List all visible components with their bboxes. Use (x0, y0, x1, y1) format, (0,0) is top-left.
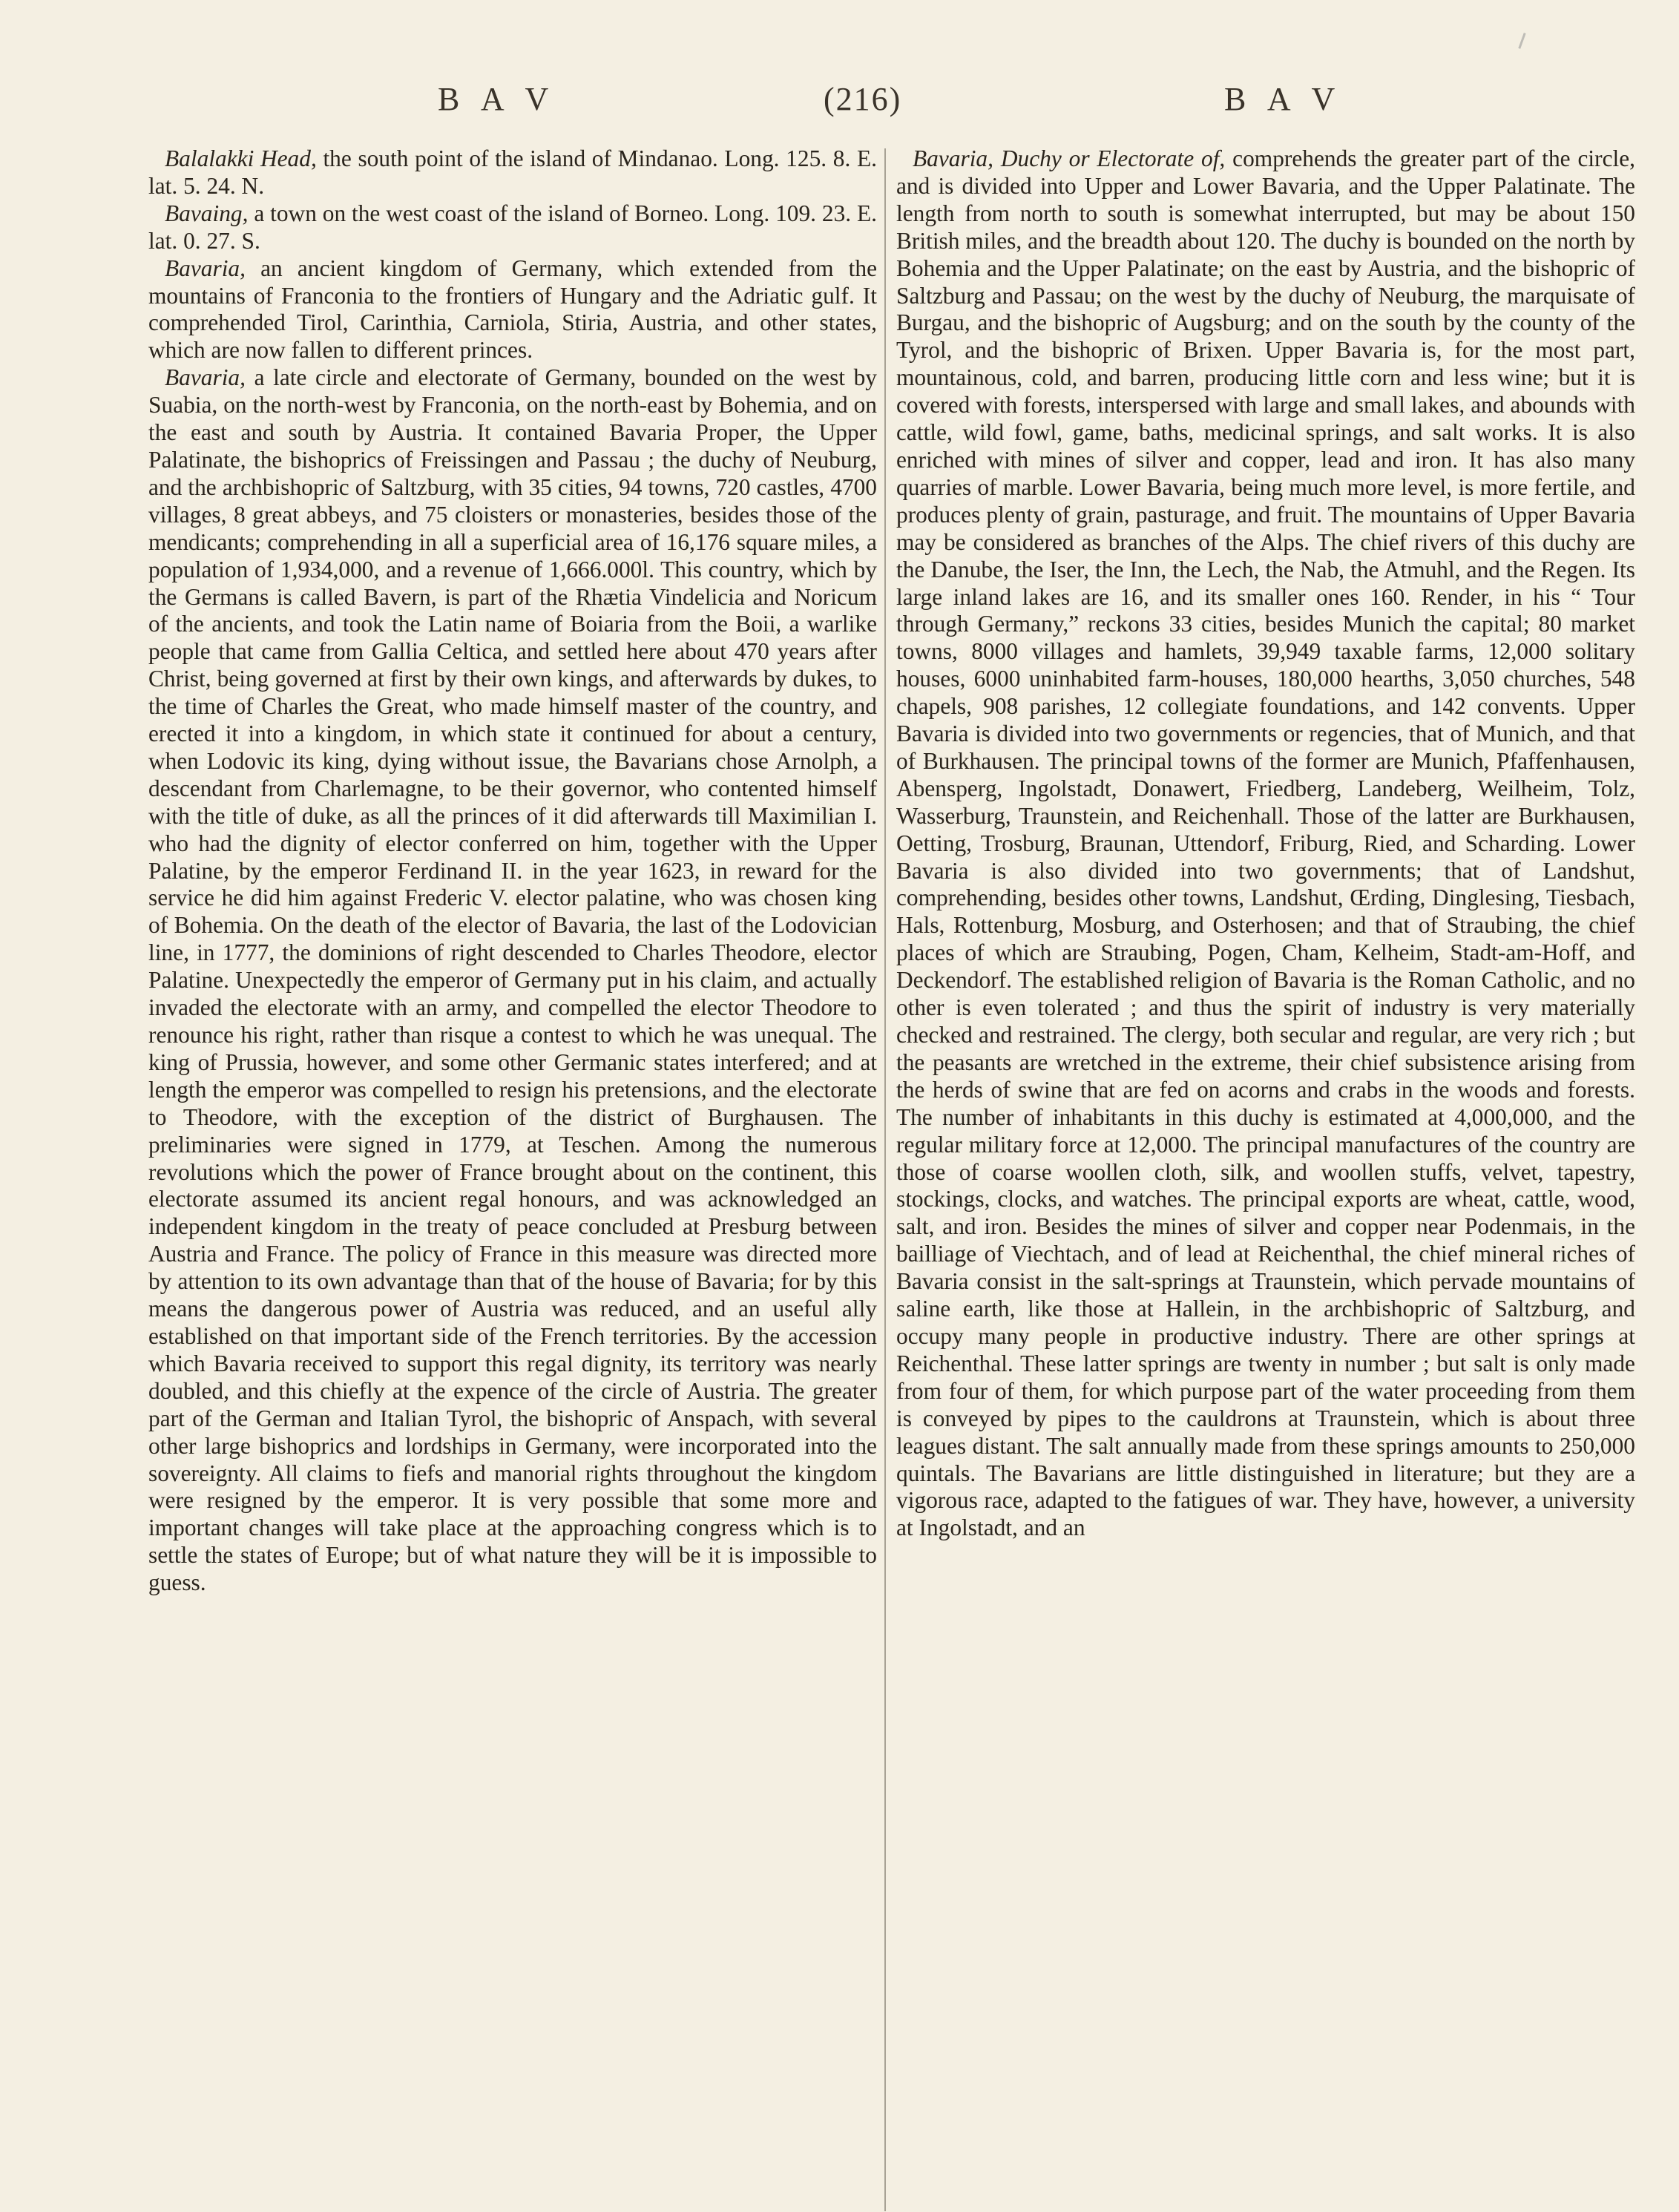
running-head-left: B A V (438, 81, 556, 117)
entry-head: Bavaria, Duchy or Electorate of, (913, 145, 1226, 171)
entry-bavaing (148, 200, 877, 255)
entry-head: Bavaing, (165, 200, 249, 226)
entry-balalakki (148, 145, 877, 200)
entry-bavaria-circle (148, 364, 877, 1597)
right-column (896, 145, 1635, 1542)
entry-text: an ancient kingdom of Germany, which extended from the mountains of Franconia to the frontiers of Hungary and the Adriatic gulf. It comprehended Tirol, Carinthia, Carniola, Stiria, Austria, and other states, which are now fallen to different princes. (148, 255, 877, 364)
running-head-right: B A V (1224, 81, 1343, 117)
column-divider (884, 148, 886, 2211)
entry-head: Balalakki Head, (165, 145, 317, 171)
entry-bavaria-duchy (896, 145, 1635, 1542)
entry-bavaria-kingdom (148, 255, 877, 365)
entry-head: Bavaria, (165, 364, 246, 391)
entry-text: a late circle and electorate of Germany, bounded on the west by Suabia, on the north-west by Franconia, on the north-east by Bohemia, and on the east and south by Austria. It contained Bavaria Proper, the Upper Palatinate, the bishoprics of Freissingen and Passau ; the duchy of Neuburg, and the archbishopric of Saltzburg, with 35 cities, 94 towns, 720 castles, 4700 villages, 8 great abbeys, and 75 cloisters or monasteries, besides those of the mendicants; comprehending in all a superficial area of 16,176 square miles, a population of 1,934,000, and a revenue of 1,666.000l. This country, which by the Germans is called Bavern, is part of the Rhætia Vindelicia and Noricum of the ancients, and took the Latin name of Boiaria from the Boii, a warlike people that came from Gallia Celtica, and settled here about 470 years after Christ, being governed at first by their own kings, and afterwards by dukes, to the time of Charles the Great, who made himself master of the country, and erected it into a kingdom, in which state it continued for about a century, when Lodovic its king, dying without issue, the Bavarians chose Arnolph, a descendant from Charlemagne, to be their governor, who contented himself with the title of duke, as all the princes of it did afterwards till Maximilian I. who had the dignity of elector conferred on him, together with the Upper Palatine, by the emperor Ferdinand II. in the year 1623, in reward for the service he did him against Frederic V. elector palatine, who was chosen king of Bohemia. On the death of the elector of Bavaria, the last of the Lodovician line, in 1777, the dominions of right descended to Charles Theodore, elector Palatine. Unexpectedly the emperor of Germany put in his claim, and actually invaded the electorate with an army, and compelled the elector Theodore to renounce his right, rather than risque a contest to which he was unequal. The king of Prussia, however, and some other Germanic states interfered; and at length the emperor was compelled to resign his pretensions, and the electorate to Theodore, with the exception of the district of Burghausen. The preliminaries were signed in 1779, at Teschen. Among the numerous revolutions which the power of France brought about on the continent, this electorate assumed its ancient regal honours, and was acknowledged an independent kingdom in the treaty of peace concluded at Presburg between Austria and France. The policy of France in this measure was directed more by attention to its own advantage than that of the house of Bavaria; for by this means the dangerous power of Austria was reduced, and an useful ally established on that important side of the French territories. By the accession which Bavaria received to support this regal dignity, its territory was nearly doubled, and this chiefly at the expence of the circle of Austria. The greater part of the German and Italian Tyrol, the bishopric of Anspach, with several other large bishoprics and lordships in Germany, were incorporated into the sovereignty. All claims to fiefs and manorial rights throughout the kingdom were resigned by the emperor. It is very possible that some more and important changes will take place at the approaching congress which is to settle the states of Europe; but of what nature they will be it is impossible to guess. (148, 364, 877, 1596)
entry-text: the south point of the island of Mindanao. Long. 125. 8. E. lat. 5. 24. N. (148, 145, 877, 199)
stray-mark (1518, 33, 1525, 49)
page-number: (216) (824, 81, 902, 117)
entry-text: a town on the west coast of the island of Borneo. Long. 109. 23. E. lat. 0. 27. S. (148, 200, 877, 254)
entry-text: comprehends the greater part of the circle, and is divided into Upper and Lower Bavaria, and the Upper Palatinate. The length from north to south is somewhat interrupted, but may be about 150 British miles, and the breadth about 120. The duchy is bounded on the north by Bohemia and the Upper Palatinate; on the east by Austria, and the bishopric of Saltzburg and Passau; on the west by the duchy of Neuburg, the marquisate of Burgau, and the bishopric of Augsburg; and on the south by the county of the Tyrol, and the bishopric of Brixen. Upper Bavaria is, for the most part, mountainous, cold, and barren, producing little corn and less wine; but it is covered with forests, interspersed with large and small lakes, and abounds with cattle, wild fowl, game, baths, medicinal springs, and salt works. It is also enriched with mines of silver and copper, lead and iron. It has also many quarries of marble. Lower Bavaria, being much more level, is more fertile, and produces plenty of grain, pasturage, and fruit. The mountains of Upper Bavaria may be considered as branches of the Alps. The chief rivers of this duchy are the Danube, the Iser, the Inn, the Lech, the Nab, the Atmuhl, and the Regen. Its large inland lakes are 16, and its smaller ones 160. Render, in his “ Tour through Germany,” reckons 33 cities, besides Munich the capital; 80 market towns, 8000 villages and hamlets, 39,949 taxable farms, 12,000 solitary houses, 6000 uninhabited farm-houses, 180,000 hearths, 3,050 churches, 548 chapels, 908 parishes, 12 collegiate foundations, and 142 convents. Upper Bavaria is divided into two governments or regencies, that of Munich, and that of Burkhausen. The principal towns of the former are Munich, Pfaffenhausen, Abensperg, Ingolstadt, Donawert, Friedberg, Landeberg, Weilheim, Tolz, Wasserburg, Traunstein, and Reichenhall. Those of the latter are Burkhausen, Oetting, Trosburg, Braunan, Uttendorf, Friburg, Ried, and Scharding. Lower Bavaria is also divided into two governments; that of Landshut, comprehending, besides other towns, Landshut, Œrding, Dinglesing, Tiesbach, Hals, Rottenburg, Mosburg, and Osterhosen; and that of Straubing, the chief places of which are Straubing, Pogen, Cham, Kelheim, Stadt-am-Hoff, and Deckendorf. The established religion of Bavaria is the Roman Catholic, and no other is even tolerated ; and thus the spirit of industry is very materially checked and restrained. The clergy, both secular and regular, are very rich ; but the peasants are wretched in the extreme, their chief subsistence arising from the herds of swine that are fed on acorns and crabs in the woods and forests. The number of inhabitants in this duchy is estimated at 4,000,000, and the regular military force at 12,000. The principal manufactures of the country are those of coarse woollen cloth, silk, and woollen stuffs, velvet, tapestry, stockings, clocks, and watches. The principal exports are wheat, cattle, wood, salt, and iron. Besides the mines of silver and copper near Podenmais, in the bailliage of Viechtach, and of lead at Reichenthal, the chief mineral riches of Bavaria consist in the salt-springs at Traunstein, which pervade mountains of saline earth, like those at Hallein, in the archbishopric of Saltzburg, and occupy many people in productive industry. There are other springs at Reichenthal. These latter springs are twenty in number ; but salt is only made from four of them, for which purpose part of the water proceeding from them is conveyed by pipes to the cauldrons at Traunstein, which is about three leagues distant. The salt annually made from these springs amounts to 250,000 quintals. The Bavarians are little distinguished in literature; but they are a vigorous race, adapted to the fatigues of war. They have, however, a university at Ingolstadt, and an (896, 145, 1635, 1541)
left-column (148, 145, 877, 1597)
entry-head: Bavaria, (165, 255, 246, 281)
